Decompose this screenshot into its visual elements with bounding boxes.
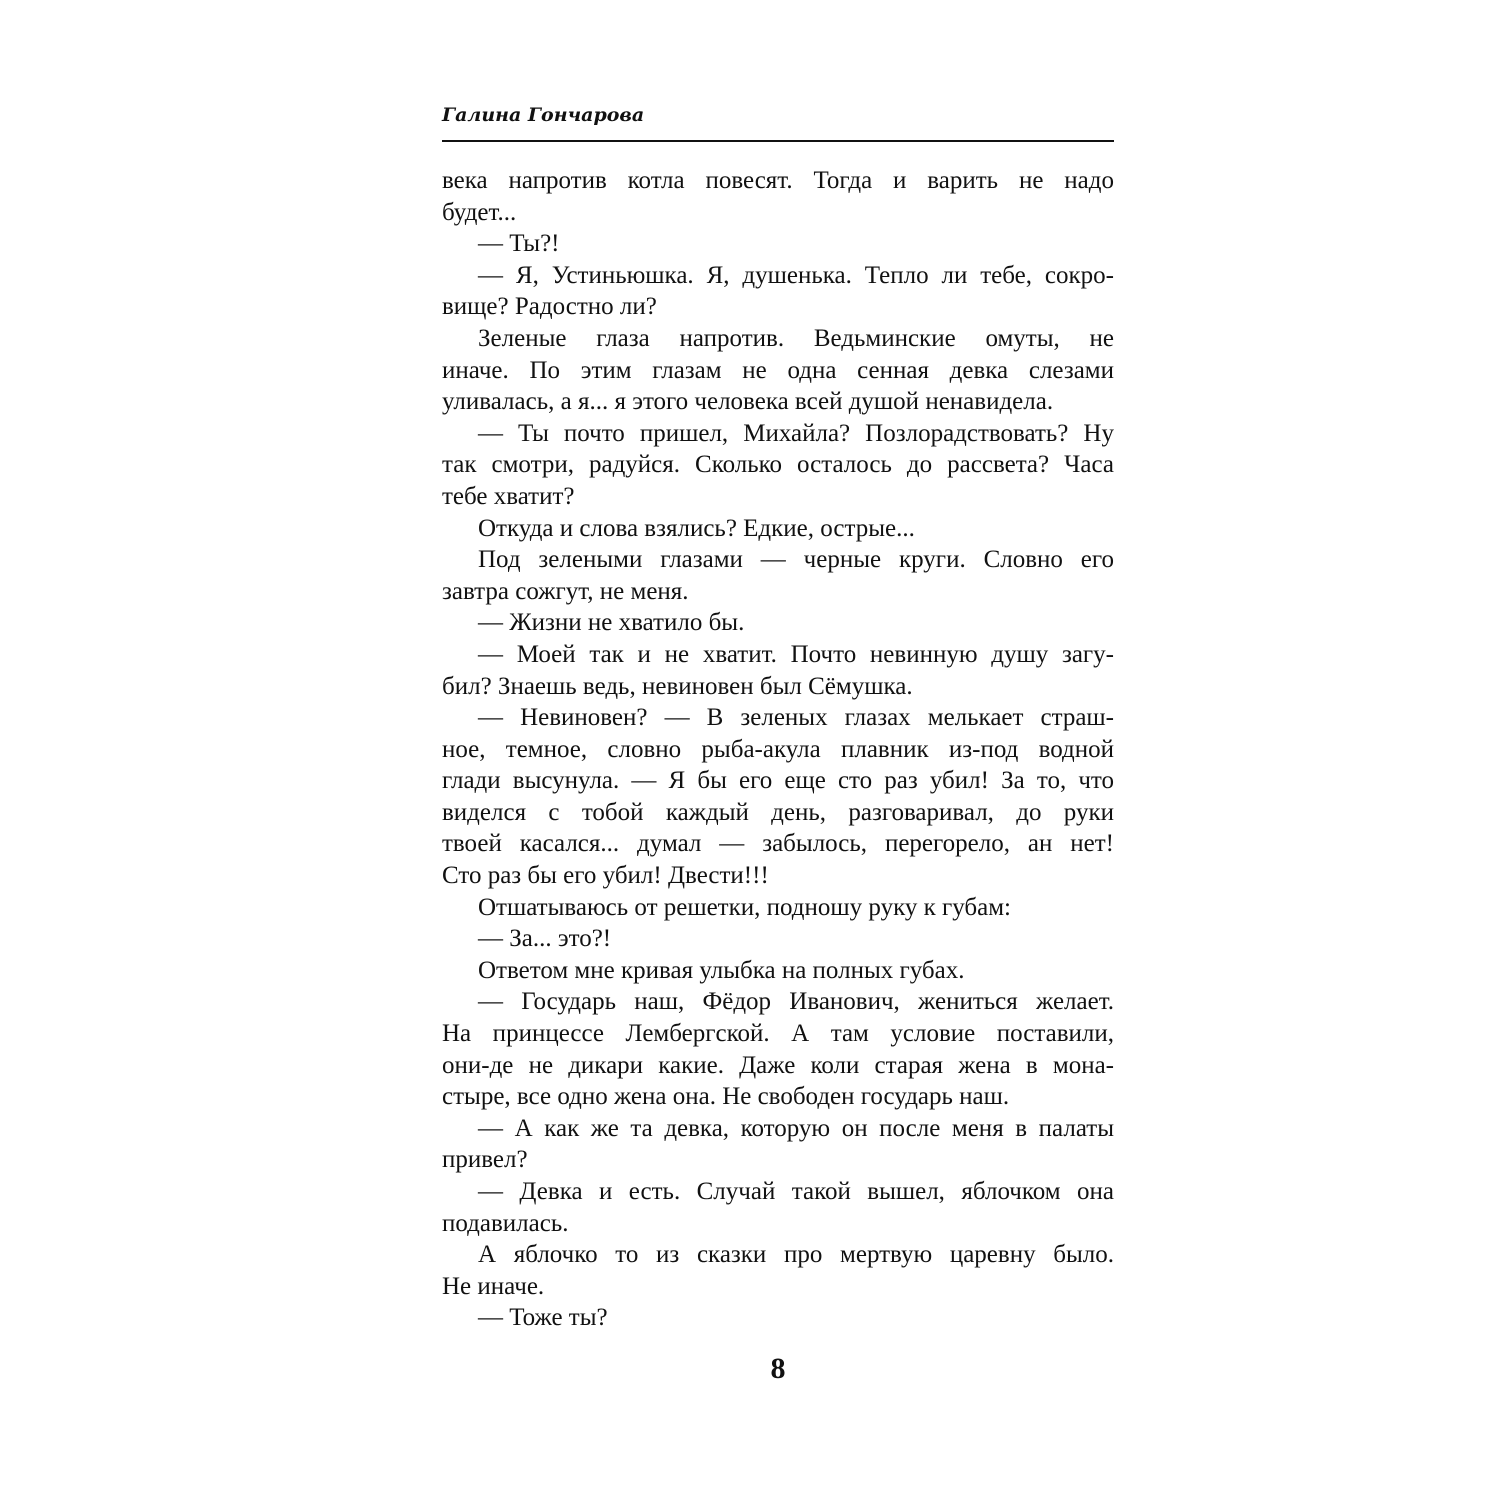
author-name: Галина Гончарова (442, 104, 645, 126)
page-number: 8 (770, 1352, 786, 1385)
text-line: — А как же та девка, которую он после меня в палаты (478, 1114, 1114, 1142)
running-header (442, 104, 1114, 142)
text-line: глади высунула. — Я бы его еще сто раз убил! За то, что (442, 767, 1114, 795)
text-line: твоей касался... думал — забылось, перегорело, ан нет! (442, 830, 1114, 858)
text-line: бил? Знаешь ведь, невиновен был Сёмушка. (442, 672, 913, 700)
text-line: подавилась. (442, 1209, 569, 1237)
text-line: Откуда и слова взялись? Едкие, острые... (478, 514, 915, 542)
text-line: Ответом мне кривая улыбка на полных губах. (478, 956, 965, 984)
text-line: тебе хватит? (442, 482, 575, 510)
text-line: — Невиновен? — В зеленых глазах мелькает страш- (478, 704, 1114, 732)
text-line: они-де не дикари какие. Даже коли старая жена в мона- (442, 1051, 1114, 1079)
text-line: иначе. По этим глазам не одна сенная девка слезами (442, 356, 1114, 384)
text-line: — Я, Устиньюшка. Я, душенька. Тепло ли тебе, сокро- (478, 261, 1114, 289)
text-line: Зеленые глаза напротив. Ведьминские омуты, не (478, 324, 1114, 352)
text-line: вище? Радостно ли? (442, 293, 657, 321)
text-line: — За... это?! (478, 925, 612, 953)
text-line: Под зелеными глазами — черные круги. Словно его (478, 546, 1114, 574)
text-line: — Ты?! (478, 230, 560, 258)
text-line: века напротив котла повесят. Тогда и варить не надо (442, 167, 1114, 194)
text-line: виделся с тобой каждый день, разговаривал, до руки (442, 798, 1114, 826)
text-line: На принцессе Лембергской. А там условие поставили, (442, 1020, 1114, 1048)
text-line: ное, темное, словно рыба-акула плавник из-под водной (442, 735, 1114, 763)
text-line: так смотри, радуйся. Сколько осталось до рассвета? Часа (442, 451, 1114, 479)
text-line: А яблочко то из сказки про мертвую царевну было. (478, 1241, 1114, 1269)
text-line: — Ты почто пришел, Михайла? Позлорадствовать? Ну (478, 419, 1114, 447)
text-line: завтра сожгут, не меня. (442, 577, 689, 605)
text-line: — Тоже ты? (478, 1304, 608, 1332)
text-line: — Моей так и не хватит. Почто невинную душу загу- (478, 640, 1114, 668)
text-line: привел? (442, 1146, 528, 1174)
body-text (442, 165, 1114, 1334)
text-line: стыре, все одно жена она. Не свободен государь наш. (442, 1083, 1010, 1111)
text-line: будет... (442, 198, 517, 226)
text-line: уливалась, а я... я этого человека всей душой ненавидела. (442, 388, 1054, 416)
text-line: — Жизни не хватило бы. (478, 609, 745, 637)
text-line: Не иначе. (442, 1272, 545, 1300)
text-line: Сто раз бы его убил! Двести!!! (442, 862, 769, 890)
text-line: — Девка и есть. Случай такой вышел, яблочком она (478, 1178, 1114, 1205)
text-line: Отшатываюсь от решетки, подношу руку к губам: (478, 893, 1012, 921)
text-line: — Государь наш, Фёдор Иванович, жениться желает. (478, 988, 1114, 1016)
